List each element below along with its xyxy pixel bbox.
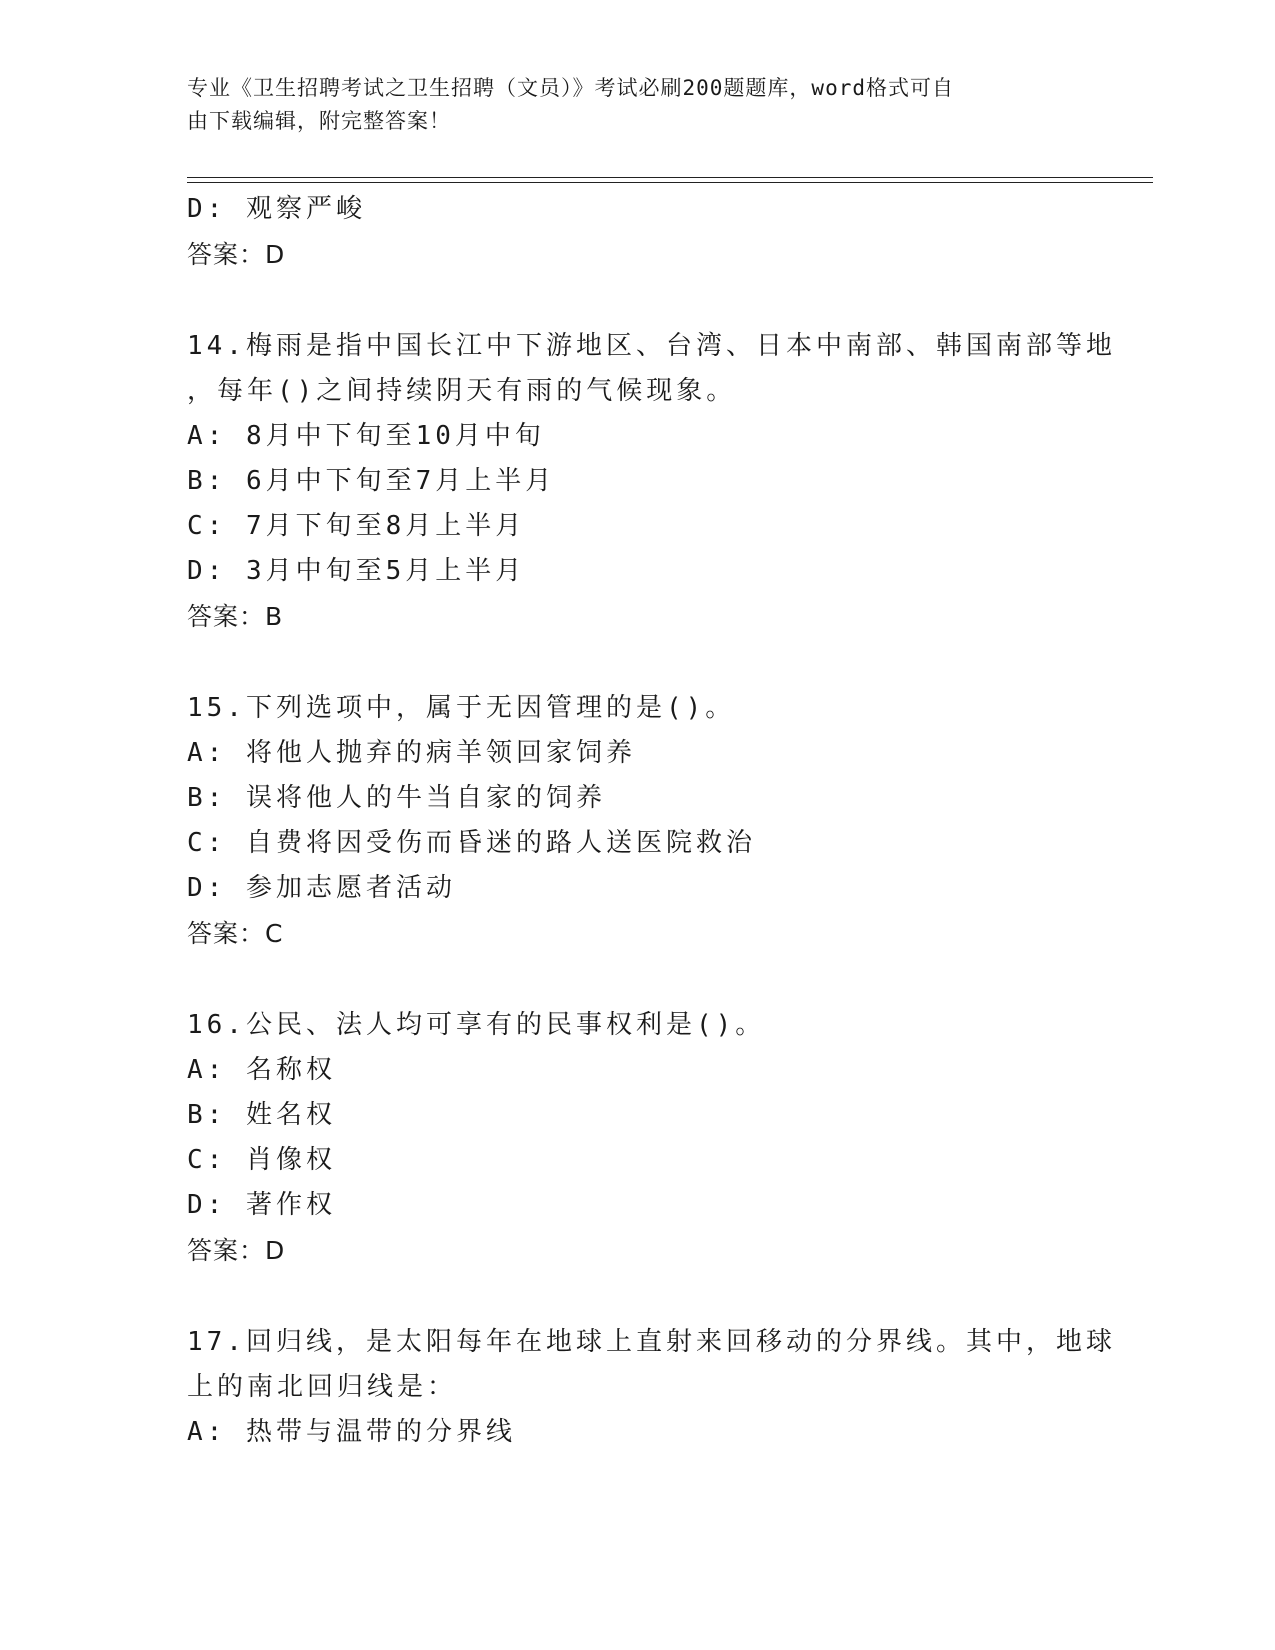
q13-option-d: D: 观察严峻 (187, 194, 366, 224)
q16-option-b: B: 姓名权 (187, 1100, 336, 1130)
question-gap (187, 1273, 1087, 1320)
q16-option-a: A: 名称权 (187, 1055, 336, 1085)
q14-stem-line-1: 14.梅雨是指中国长江中下游地区、台湾、日本中南部、韩国南部等地 (187, 331, 1116, 361)
q17-option-a: A: 热带与温带的分界线 (187, 1417, 516, 1447)
q15-option-b: B: 误将他人的牛当自家的饲养 (187, 783, 606, 813)
question-gap (187, 956, 1087, 1003)
question-content (187, 187, 1116, 1455)
q14-stem-line-2: ，每年()之间持续阴天有雨的气候现象。 (187, 376, 737, 406)
q15-option-c: C: 自费将因受伤而昏迷的路人送医院救治 (187, 828, 756, 858)
q14-option-c: C: 7月下旬至8月上半月 (187, 511, 526, 541)
q16-stem: 16.公民、法人均可享有的民事权利是()。 (187, 1010, 766, 1040)
header-title-line-2: 由下载编辑，附完整答案！ (187, 109, 451, 133)
q14-option-d: D: 3月中旬至5月上半月 (187, 556, 526, 586)
q14-answer: 答案：B (187, 602, 284, 631)
q16-option-d: D: 著作权 (187, 1190, 336, 1220)
header-divider-top (187, 177, 1153, 178)
q15-option-d: D: 参加志愿者活动 (187, 873, 456, 903)
q14-option-b: B: 6月中下旬至7月上半月 (187, 466, 556, 496)
q17-stem-line-1: 17.回归线，是太阳每年在地球上直射来回移动的分界线。其中，地球 (187, 1327, 1116, 1357)
q17-stem-line-2: 上的南北回归线是： (187, 1372, 458, 1402)
q15-answer: 答案：C (187, 919, 284, 948)
q14-option-a: A: 8月中下旬至10月中旬 (187, 421, 545, 451)
header-title-line-1: 专业《卫生招聘考试之卫生招聘（文员）》考试必刷200题题库，word格式可自 (187, 76, 954, 100)
q13-answer: 答案：D (187, 240, 286, 269)
q16-option-c: C: 肖像权 (187, 1145, 336, 1175)
question-gap (187, 639, 1087, 686)
q16-answer: 答案：D (187, 1236, 286, 1265)
question-gap (187, 277, 1087, 324)
q15-option-a: A: 将他人抛弃的病羊领回家饲养 (187, 738, 636, 768)
page-header (187, 72, 1087, 138)
header-divider-bottom (187, 182, 1153, 183)
q15-stem: 15.下列选项中，属于无因管理的是()。 (187, 693, 736, 723)
